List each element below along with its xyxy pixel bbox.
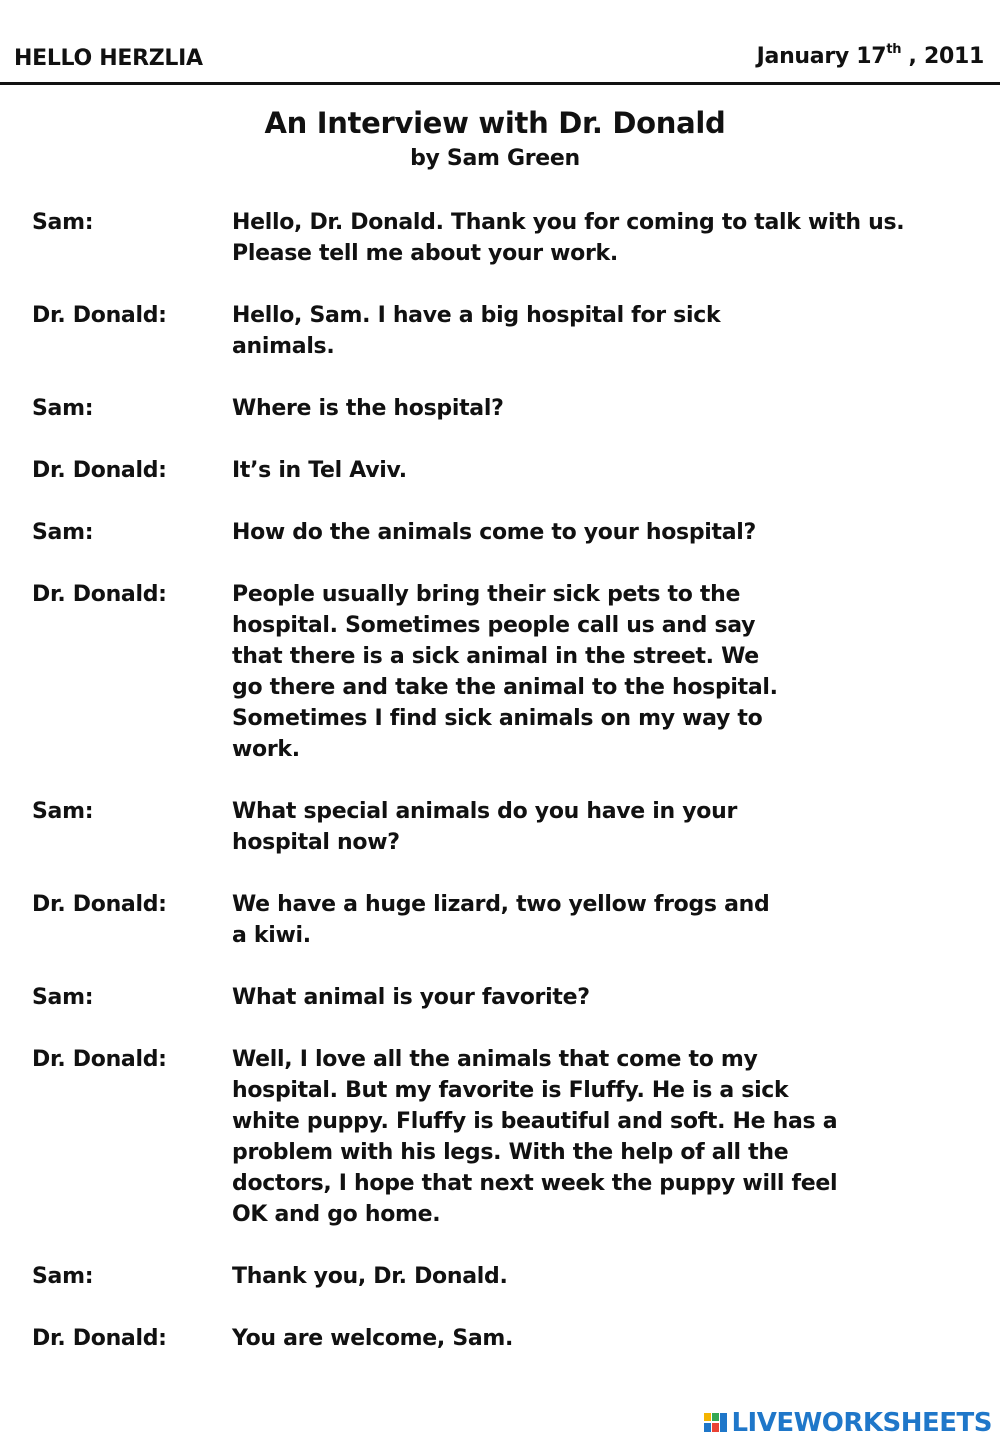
speaker-label: Sam: — [32, 520, 94, 545]
article-byline: by Sam Green — [410, 146, 580, 171]
speech-line: problem with his legs. With the help of all the — [232, 1140, 789, 1165]
date-ordinal: th — [886, 42, 902, 57]
speech-line: What special animals do you have in your — [232, 799, 738, 824]
speaker-label: Sam: — [32, 210, 94, 235]
speech-text — [232, 517, 756, 548]
speech-line: a kiwi. — [232, 923, 311, 948]
date-month-day: January 17 — [756, 44, 887, 69]
article-title: An Interview with Dr. Donald — [264, 106, 726, 140]
speech-text — [232, 207, 904, 269]
speech-line: How do the animals come to your hospital? — [232, 520, 757, 545]
speech-line: We have a huge lizard, two yellow frogs and — [232, 892, 770, 917]
speech-line: Hello, Dr. Donald. Thank you for coming to talk with us. — [232, 210, 905, 235]
speech-text — [232, 889, 769, 951]
speech-text — [232, 579, 778, 765]
speech-line: Please tell me about your work. — [232, 241, 618, 266]
speaker-label: Sam: — [32, 396, 94, 421]
speaker-label: Dr. Donald: — [32, 1047, 167, 1072]
speaker-label: Dr. Donald: — [32, 892, 167, 917]
liveworksheets-logo-icon — [703, 1411, 729, 1435]
speech-text — [232, 1261, 508, 1292]
speaker-label: Sam: — [32, 985, 94, 1010]
speech-line: It’s in Tel Aviv. — [232, 458, 407, 483]
speaker-label: Dr. Donald: — [32, 1326, 167, 1351]
speech-line: Hello, Sam. I have a big hospital for sick — [232, 303, 721, 328]
newspaper-name: HELLO HERZLIA — [14, 46, 203, 71]
speech-line: Thank you, Dr. Donald. — [232, 1264, 508, 1289]
speech-line: You are welcome, Sam. — [232, 1326, 514, 1351]
speech-line: white puppy. Fluffy is beautiful and soft. He has a — [232, 1109, 838, 1134]
speech-line: animals. — [232, 334, 335, 359]
speech-text — [232, 982, 590, 1013]
speech-text — [232, 1323, 513, 1354]
speaker-label: Dr. Donald: — [32, 582, 167, 607]
speech-line: People usually bring their sick pets to the — [232, 582, 741, 607]
speech-line: that there is a sick animal in the street. We — [232, 644, 759, 669]
speech-line: What animal is your favorite? — [232, 985, 590, 1010]
date-year: , 2011 — [901, 44, 984, 69]
speech-line: hospital. Sometimes people call us and say — [232, 613, 756, 638]
speaker-label: Dr. Donald: — [32, 303, 167, 328]
speech-text — [232, 300, 720, 362]
speech-line: hospital now? — [232, 830, 400, 855]
speaker-label: Dr. Donald: — [32, 458, 167, 483]
speech-line: OK and go home. — [232, 1202, 441, 1227]
speaker-label: Sam: — [32, 1264, 94, 1289]
speech-text — [232, 796, 737, 858]
speech-line: work. — [232, 737, 300, 762]
speaker-label: Sam: — [32, 799, 94, 824]
speech-text — [232, 1044, 837, 1230]
speech-line: hospital. But my favorite is Fluffy. He is a sick — [232, 1078, 789, 1103]
speech-line: Where is the hospital? — [232, 396, 504, 421]
speech-text — [232, 455, 407, 486]
speech-text — [232, 393, 504, 424]
speech-line: Well, I love all the animals that come to my — [232, 1047, 758, 1072]
speech-line: Sometimes I find sick animals on my way to — [232, 706, 763, 731]
liveworksheets-logo-text: LIVEWORKSHEETS — [731, 1408, 992, 1438]
speech-line: go there and take the animal to the hospital. — [232, 675, 778, 700]
liveworksheets-logo[interactable] — [703, 1407, 992, 1439]
speech-line: doctors, I hope that next week the puppy will feel — [232, 1171, 838, 1196]
